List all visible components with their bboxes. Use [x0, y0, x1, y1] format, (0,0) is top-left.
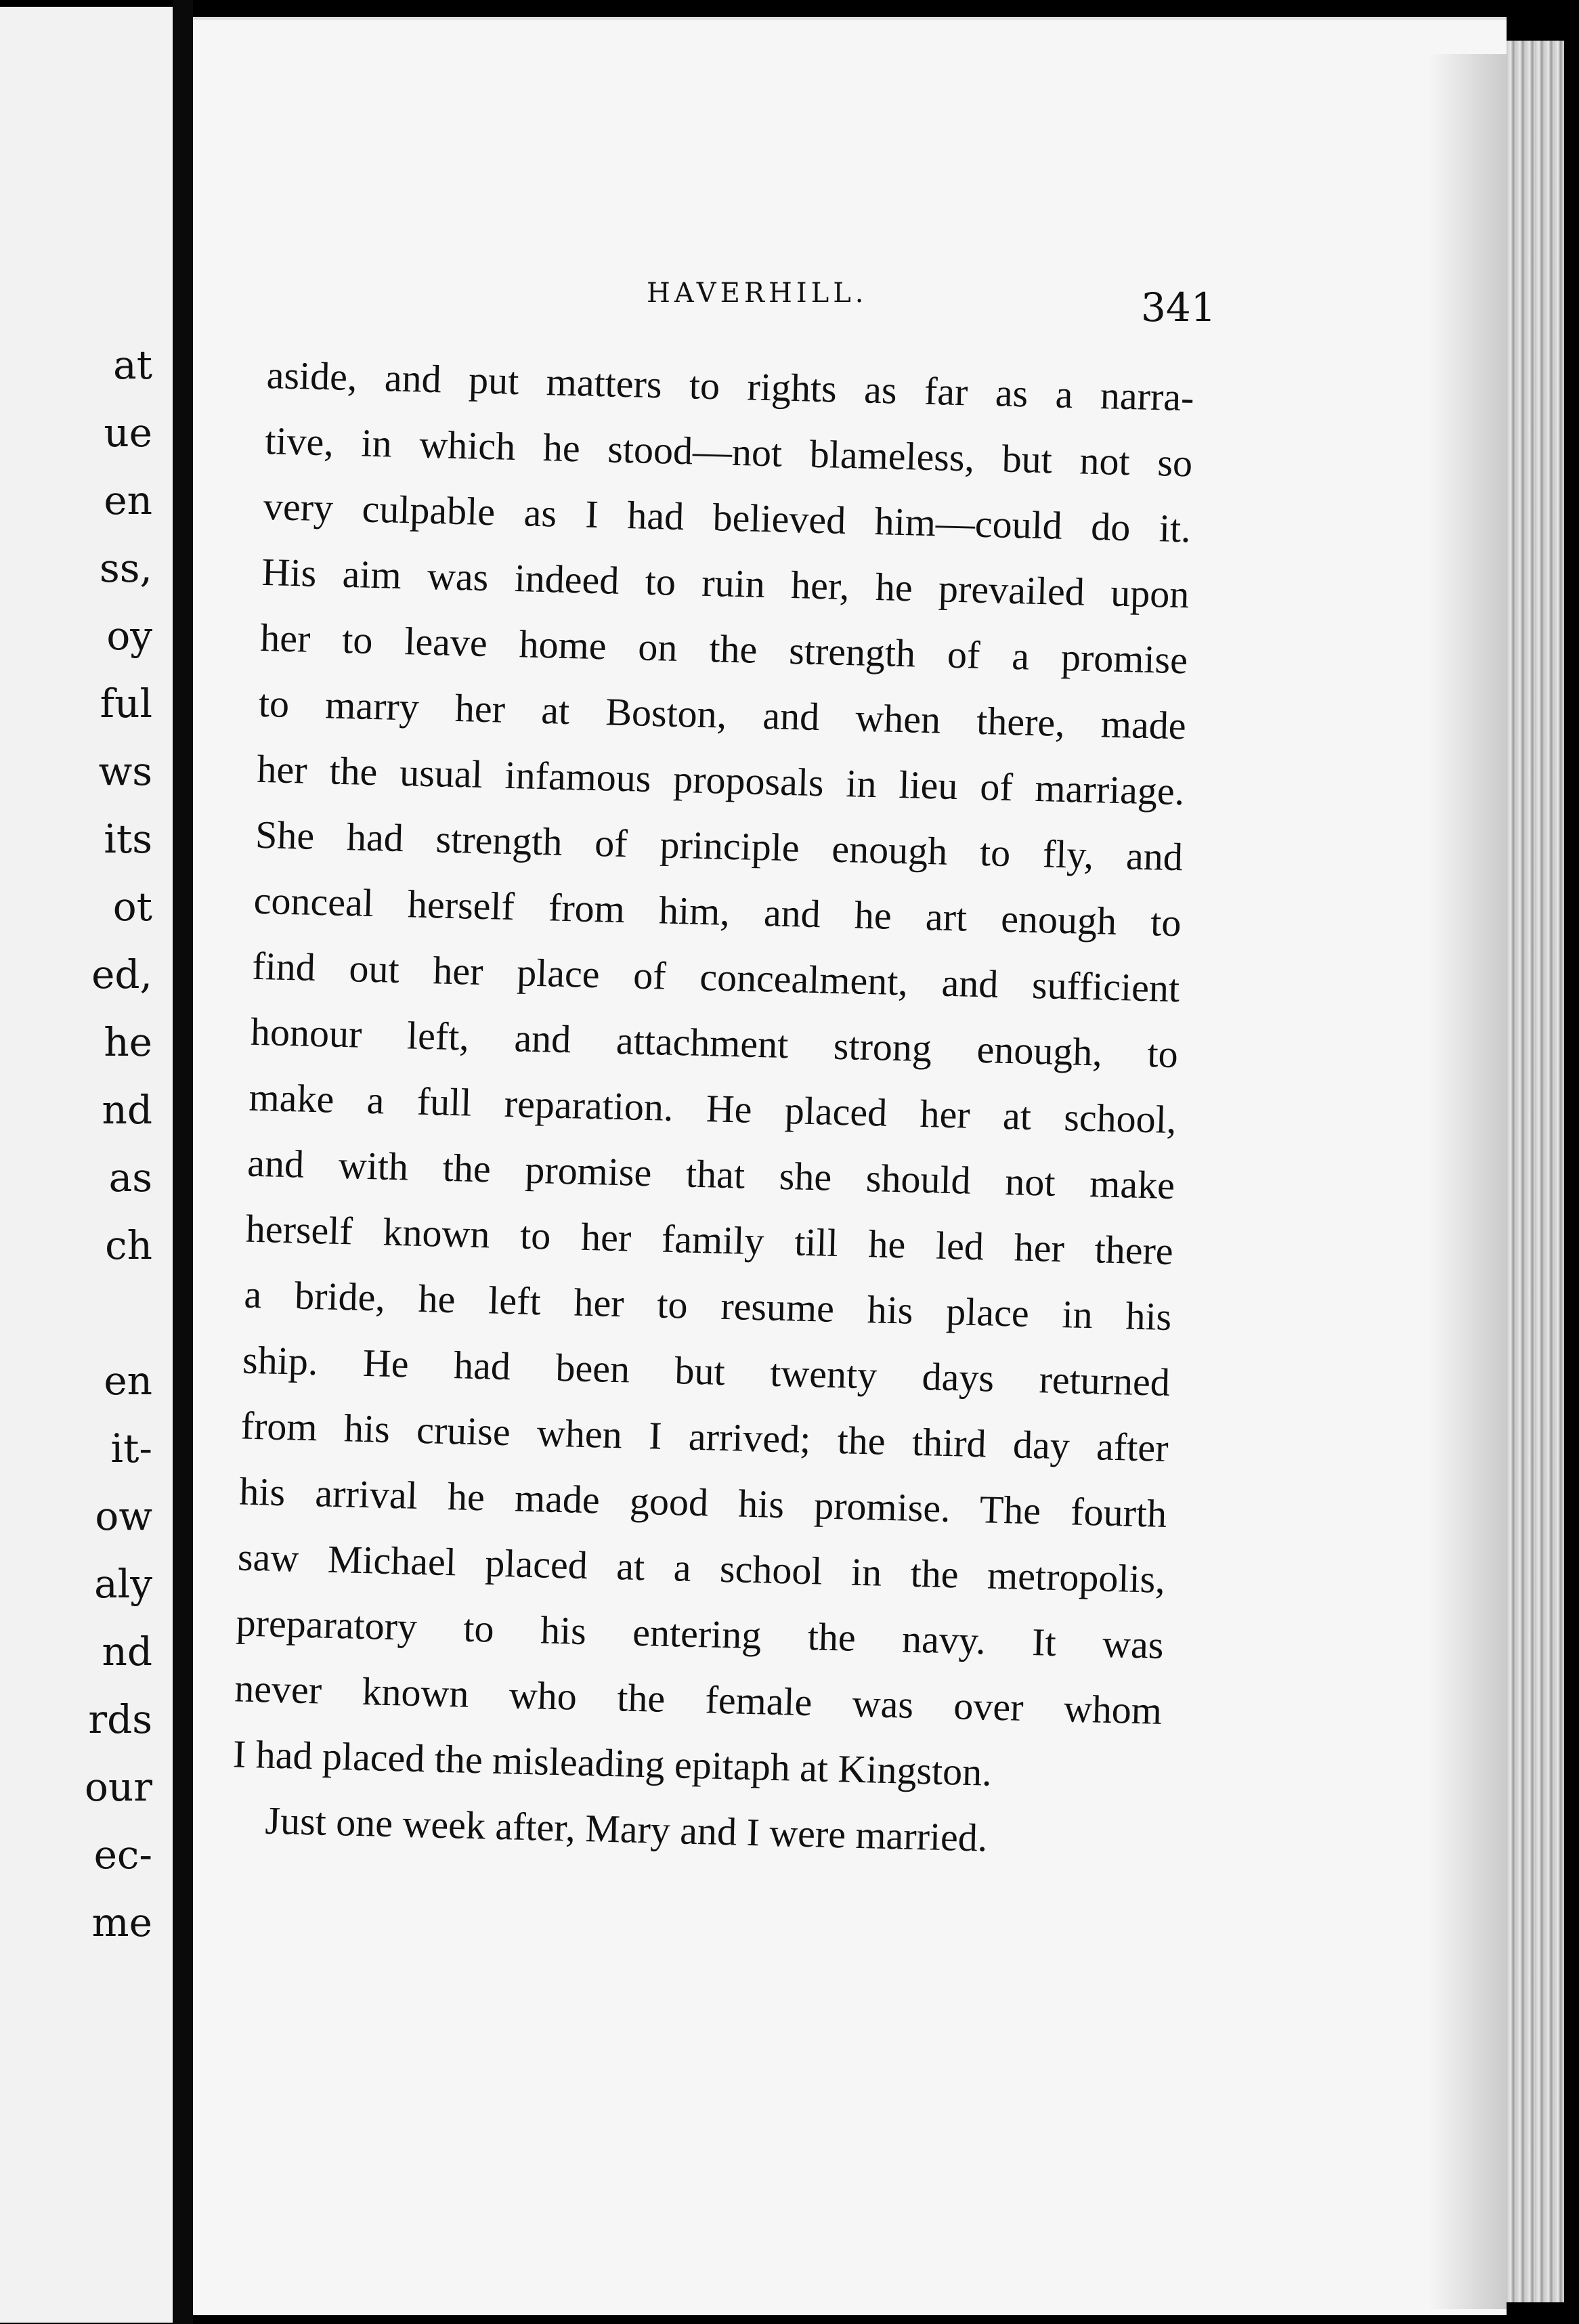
left-page-word: at	[113, 342, 152, 388]
page-edges	[1507, 41, 1564, 2302]
book-gutter	[173, 0, 193, 2324]
left-page-word: ws	[98, 748, 152, 794]
text-line: tive, in which he stood—not blameless, but not so	[264, 418, 1193, 486]
text-line: ship. He had been but twenty days returned	[242, 1337, 1171, 1405]
running-head: HAVERHILL.	[647, 278, 868, 309]
page-shadow	[1429, 54, 1507, 2309]
text-line: herself known to her family till he led her there	[245, 1206, 1174, 1274]
text-line: her the usual infamous proposals in lieu of marriage.	[256, 746, 1185, 814]
left-page-word: nd	[102, 1087, 152, 1133]
text-line: his arrival he made good his promise. The fourth	[238, 1469, 1167, 1536]
text-line: conceal herself from him, and he art enough to	[253, 878, 1182, 945]
left-page-word: me	[91, 1899, 152, 1945]
text-line: aside, and put matters to rights as far as a narra-	[266, 352, 1195, 420]
left-page-word: as	[108, 1155, 152, 1201]
left-page-word: our	[85, 1764, 152, 1810]
text-line: make a full reparation. He placed her at school,	[248, 1075, 1177, 1142]
left-page-word: ss,	[100, 545, 152, 591]
text-line: her to leave home on the strength of a promise	[259, 615, 1188, 683]
left-page-word: its	[104, 816, 152, 862]
left-page-word: it-	[110, 1425, 152, 1471]
left-page-word: ue	[104, 410, 152, 456]
left-page-word: ow	[95, 1493, 152, 1539]
text-line: a bride, he left her to resume his place in his	[243, 1272, 1173, 1339]
text-line: find out her place of concealment, and sufficient	[251, 943, 1180, 1011]
text-line: His aim was indeed to ruin her, he prevailed upon	[261, 549, 1190, 617]
text-line: She had strength of principle enough to fly, and	[255, 812, 1184, 880]
left-page-word: oy	[106, 613, 152, 659]
page-number: 341	[1141, 284, 1216, 330]
left-page-word: ec-	[93, 1832, 152, 1878]
previous-page-fragment	[0, 7, 177, 2323]
text-line: and with the promise that she should not make	[246, 1140, 1175, 1208]
left-page-word: rds	[88, 1696, 152, 1742]
text-line: to marry her at Boston, and when there, made	[258, 681, 1187, 748]
body-text	[230, 342, 1194, 1875]
text-line: from his cruise when I arrived; the third day after	[240, 1403, 1169, 1470]
left-page-word: ful	[100, 681, 152, 727]
left-page-word: ch	[105, 1222, 152, 1268]
text-line: preparatory to his entering the navy. It was	[235, 1600, 1165, 1667]
left-page-word: nd	[102, 1629, 152, 1675]
text-line: never known who the female was over whom	[234, 1666, 1163, 1733]
left-page-word: ot	[112, 884, 152, 930]
left-page-word: en	[104, 477, 152, 523]
left-page-word: he	[104, 1019, 152, 1065]
left-page-word: aly	[94, 1561, 152, 1607]
text-line: honour left, and attachment strong enough, to	[250, 1009, 1179, 1077]
text-line: I had placed the misleading epitaph at Kingston.	[232, 1731, 993, 1794]
text-line: Just one week after, Mary and I were married.	[264, 1798, 989, 1860]
text-line: very culpable as I had believed him—could do it.	[263, 483, 1192, 551]
left-page-word: en	[104, 1358, 152, 1404]
text-line: saw Michael placed at a school in the metropolis,	[237, 1534, 1166, 1601]
left-page-word: ed,	[91, 951, 152, 997]
